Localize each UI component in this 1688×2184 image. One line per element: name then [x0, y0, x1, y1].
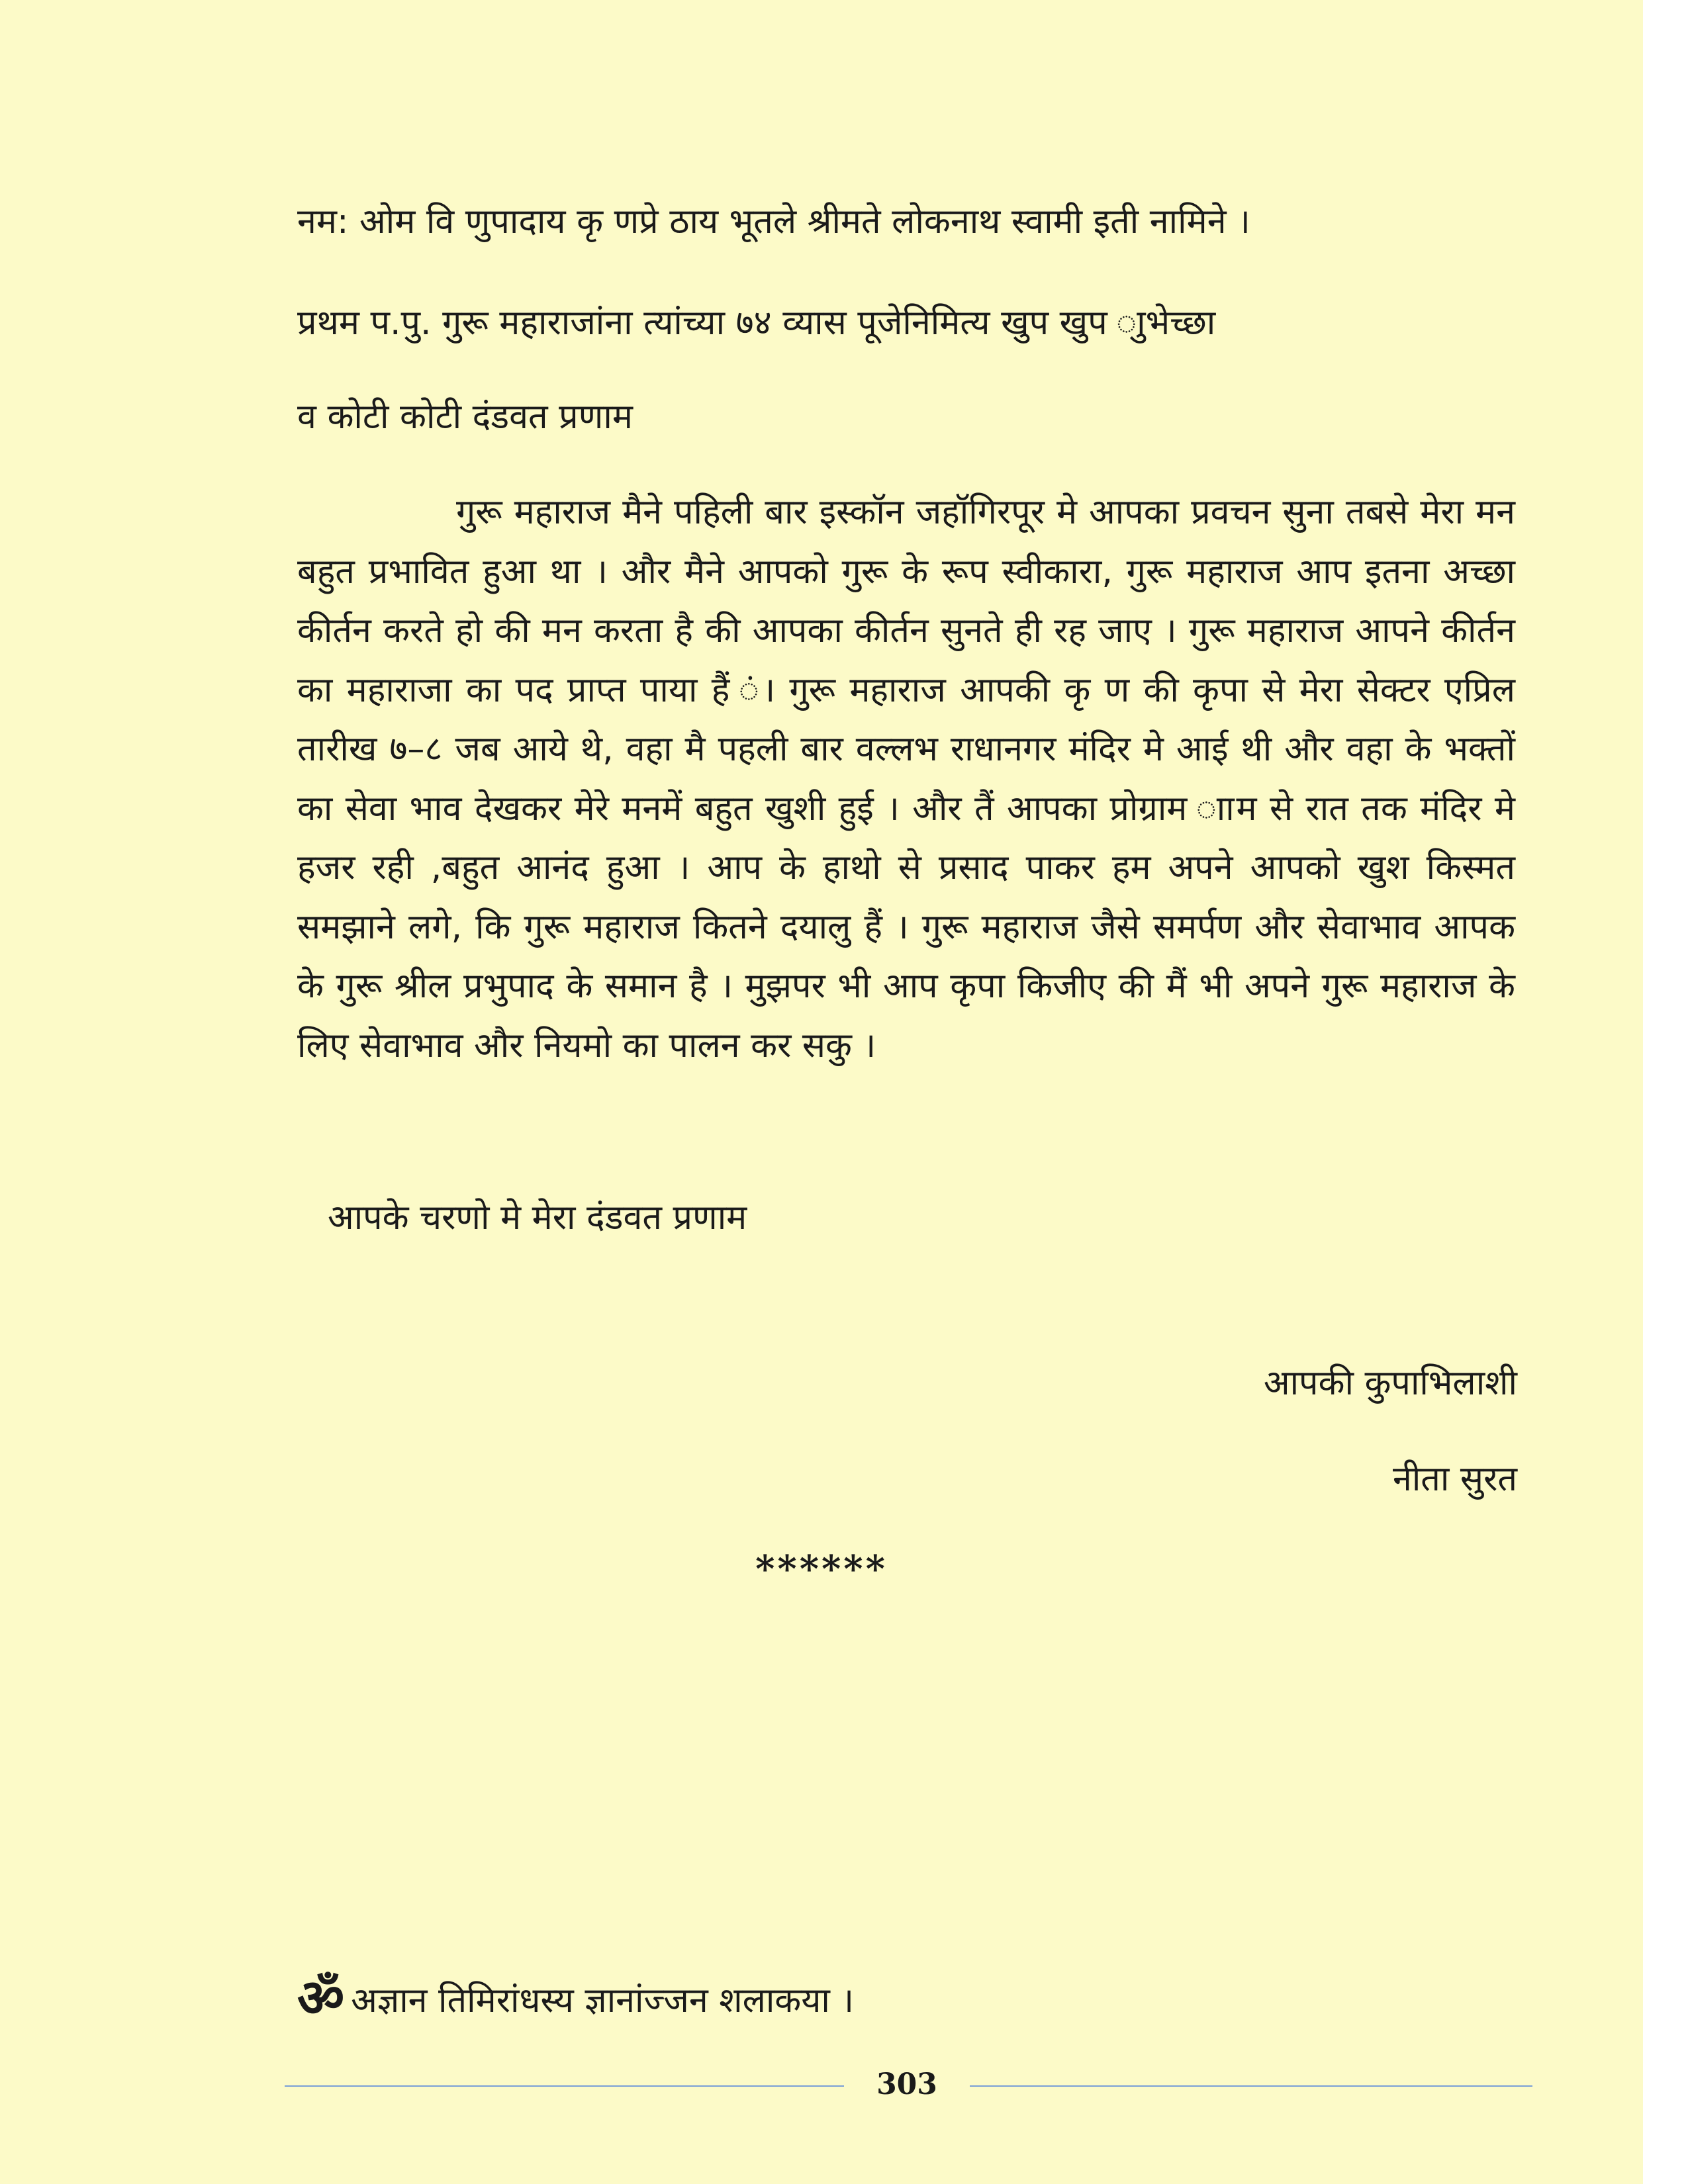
salutation-line-1: नम: ओम वि णुपादाय कृ णप्रे ठाय भूतले श्रीमते लोकनाथ स्वामी इती नामिने । [297, 202, 1250, 242]
footer-verse [297, 1969, 855, 2028]
salutation-line-3: व कोटी कोटी दंडवत प्रणाम [297, 397, 633, 437]
closing-line: आपके चरणो मे मेरा दंडवत प्रणाम [328, 1198, 747, 1238]
footer-verse-text: अज्ञान तिमिरांधस्य ज्ञानांज्जन शलाकया । [351, 1981, 855, 2021]
signature-regards: आपकी कुपाभिलाशी [1263, 1363, 1517, 1403]
footer-rule-left [285, 2085, 844, 2087]
salutation-line-2: प्रथम प.पु. गुरू महाराजांना त्यांच्या ७४ व्यास पूजेनिमित्य खुप खुप ाुभेच्छा [297, 303, 1216, 343]
footer-rule-right [970, 2085, 1532, 2087]
signature-name: नीता सुरत [1392, 1459, 1517, 1499]
om-icon: ॐ [297, 1969, 345, 2028]
body-paragraph: गुरू महाराज मैने पहिली बार इस्कॉन जहॉगिरपूर मे आपका प्रवचन सुना तबसे मेरा मन बहुत प्रभावित हुआ था । और मैने आपको गुरू के रूप स्वीकारा, गुरू महाराज आप इतना अच्छा कीर्तन करते हो की मन करता है की आपका कीर्तन सुनते ही रह जाए । गुरू महाराज आपने कीर्तन का महाराजा का पद प्राप्त पाया हैं ं। गुरू महाराज आपकी कृ ण की कृपा से मेरा सेक्टर एप्रिल तारीख ७–८ जब आये थे, वहा मै पहली बार वल्लभ राधानगर मंदिर मे आई थी और वहा के भक्तों का सेवा भाव देखकर मेरे मनमें बहुत खुशी हुई । और तैं आपका प्रोग्राम ााम से रात तक मंदिर मे हजर रही ,बहुत आनंद हुआ । आप के हाथो से प्रसाद पाकर हम अपने आपको खुश किस्मत समझाने लगे, कि गुरू महाराज कितने दयालु हैं । गुरू महाराज जैसे समर्पण और सेवाभाव आपक के गुरू श्रील प्रभुपाद के समान है । मुझपर भी आप कृपा किजीए की मैं भी अपने गुरू महाराज के लिए सेवाभाव और नियमो का पालन कर सकु । [297, 492, 1515, 1066]
section-separator: ****** [755, 1547, 888, 1591]
page-number: 303 [876, 2068, 937, 2101]
